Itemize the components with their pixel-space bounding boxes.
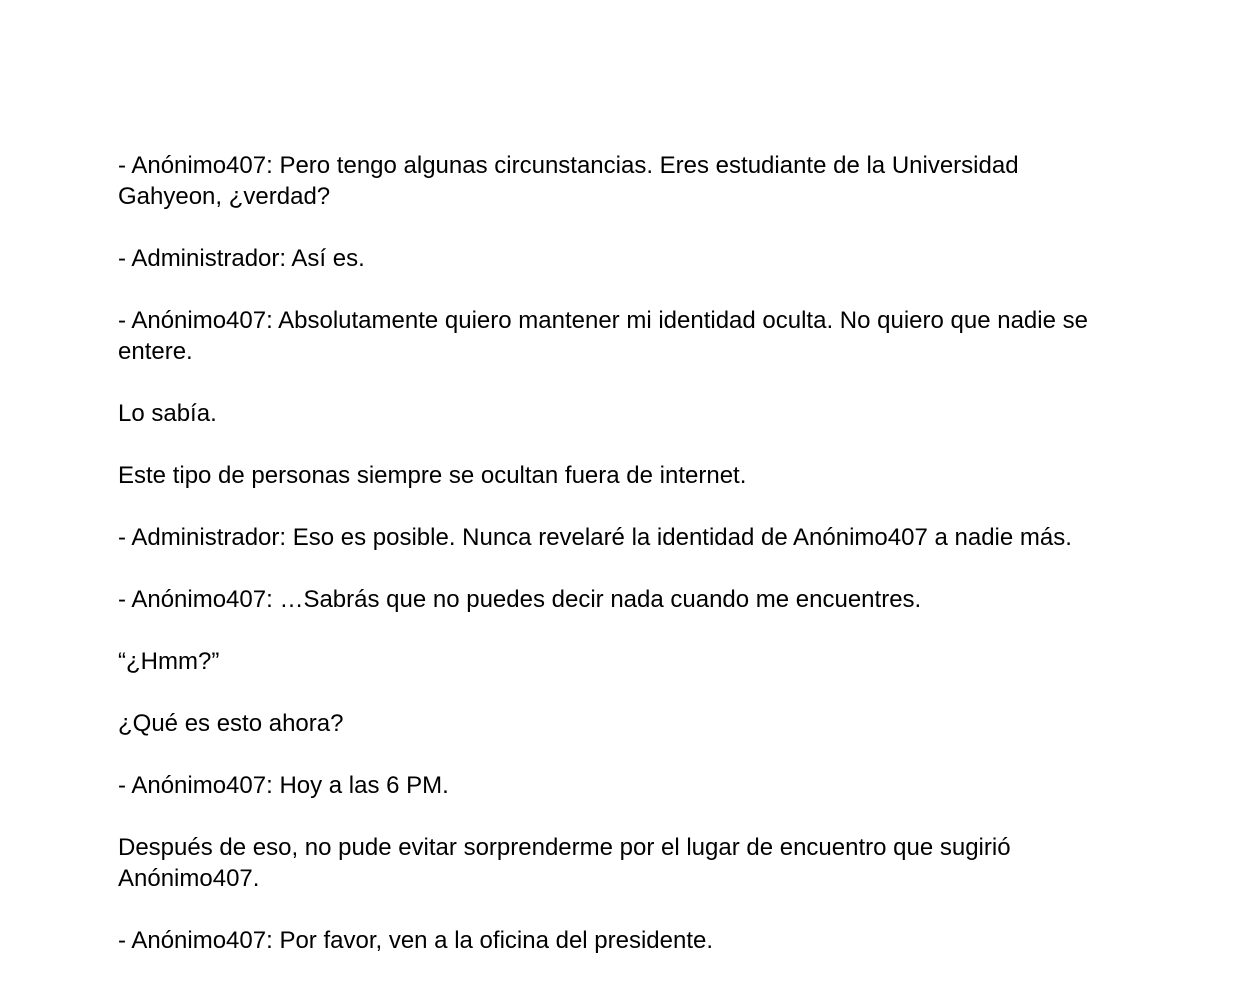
chat-line: - Anónimo407: Hoy a las 6 PM. xyxy=(118,772,449,799)
narration-line: Este tipo de personas siempre se ocultan fuera de internet. xyxy=(118,462,747,489)
chat-line: - Anónimo407: Por favor, ven a la oficina del presidente. xyxy=(118,927,714,954)
chat-line: - Anónimo407: Pero tengo algunas circunstancias. Eres estudiante de la Universidad Gahyeon, ¿verdad? xyxy=(118,152,1019,210)
narration-line: Después de eso, no pude evitar sorprenderme por el lugar de encuentro que sugirió Anónimo407. xyxy=(118,834,1011,892)
document-body xyxy=(118,150,1118,987)
chat-line: - Anónimo407: Absolutamente quiero mantener mi identidad oculta. No quiero que nadie se entere. xyxy=(118,307,1088,365)
chat-line: - Administrador: Así es. xyxy=(118,245,365,272)
dialogue-line: “¿Hmm?” xyxy=(118,648,220,675)
chat-line: - Anónimo407: …Sabrás que no puedes decir nada cuando me encuentres. xyxy=(118,586,922,613)
chat-line: - Administrador: Eso es posible. Nunca revelaré la identidad de Anónimo407 a nadie más. xyxy=(118,524,1072,551)
narration-line: ¿Qué es esto ahora? xyxy=(118,710,344,737)
narration-line: Lo sabía. xyxy=(118,400,217,427)
